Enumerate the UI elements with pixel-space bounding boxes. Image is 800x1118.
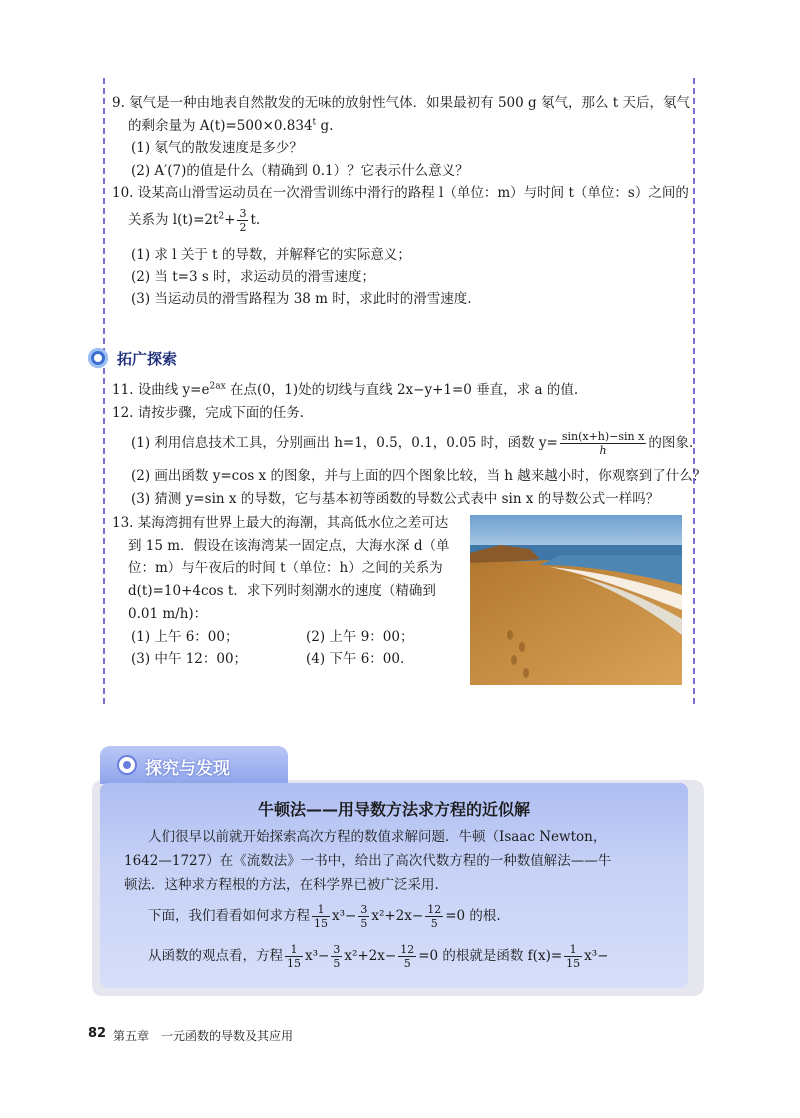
exercise-9-cont — [128, 117, 333, 135]
exercise-10: 10. 设某高山滑雪运动员在一次滑雪训练中滑行的路程 l（单位：m）与时间 t（单位：s）之间的 — [112, 185, 689, 201]
denominator: 15 — [566, 957, 581, 970]
p2-a: 下面，我们看看如何求方程 — [148, 908, 310, 924]
exercise-10-2: (2) 当 t=3 s 时，求运动员的滑雪速度； — [131, 269, 376, 285]
exercise-10-relation — [128, 206, 260, 234]
q10-rel-a: 关系为 l(t)=2t — [128, 212, 219, 228]
exercise-12-1 — [131, 429, 693, 457]
p3-c: x²+2x− — [344, 948, 397, 964]
q10-rel-c: t. — [250, 212, 261, 228]
p2-c: x²+2x− — [371, 908, 424, 924]
q9-exp: t — [312, 117, 317, 128]
fraction — [358, 903, 369, 930]
p3-d: =0 的根就是函数 f(x)= — [418, 948, 563, 964]
numerator: 12 — [427, 903, 442, 916]
p2-b: x³− — [332, 908, 357, 924]
numerator: 3 — [333, 943, 341, 956]
exercise-12: 12. 请按步骤，完成下面的任务. — [112, 405, 305, 421]
fraction — [331, 943, 342, 970]
p3-e: x³− — [584, 948, 609, 964]
feature-p3 — [148, 941, 609, 971]
exercise-12-3: (3) 猜测 y=sin x 的导数，它与基本初等函数的导数公式表中 sin x 的导数公式一样吗？ — [131, 491, 660, 507]
p3-a: 从函数的观点看，方程 — [148, 948, 283, 964]
tuo-guang-icon — [88, 348, 108, 368]
denominator: 15 — [314, 917, 328, 930]
exercise-13-line-2: 到 15 m．假设在该海湾某一固定点，大海水深 d（单 — [128, 538, 450, 554]
feature-p1-line-3: 顿法．这种求方程根的方法，在科学界已被广泛采用. — [124, 877, 439, 893]
feature-title: 牛顿法——用导数方法求方程的近似解 — [257, 800, 530, 819]
feature-panel — [100, 783, 688, 988]
p3-b: x³− — [305, 948, 330, 964]
denominator: 5 — [430, 917, 438, 930]
exercise-10-3: (3) 当运动员的滑雪路程为 38 m 时，求此时的滑雪速度. — [131, 291, 472, 307]
section-title: 拓广探索 — [117, 350, 178, 368]
exercise-13-3: (3) 中午 12：00； — [131, 651, 248, 667]
feature-p1-line-1: 人们很早以前就开始探索高次方程的数值求解问题．牛顿（Isaac Newton， — [148, 829, 607, 845]
numerator: sin(x+h)−sin x — [561, 430, 645, 443]
fraction — [237, 207, 248, 234]
q12-1-a: (1) 利用信息技术工具，分别画出 h=1，0.5，0.1，0.05 时，函数 y= — [131, 435, 558, 451]
q9-tail: g. — [316, 118, 334, 134]
fraction — [425, 903, 443, 930]
exercise-13-line-3: 位：m）与午夜后的时间 t（单位：h）之间的关系为 — [128, 560, 443, 576]
q11-a: 11. 设曲线 y=e — [112, 382, 210, 398]
q11-exp: 2ax — [209, 381, 226, 392]
exercise-13-line-5: 0.01 m/h)： — [128, 606, 208, 622]
numerator: 1 — [285, 943, 303, 957]
exercise-11 — [112, 381, 578, 399]
fraction — [560, 430, 647, 457]
feature-p1-line-2: 1642—1727）在《流数法》一书中，给出了高次代数方程的一种数值解法——牛 — [124, 853, 612, 869]
q12-1-b: 的图象. — [648, 435, 694, 451]
feature-tab-title: 探究与发现 — [145, 759, 230, 779]
exercise-13-4: (4) 下午 6：00. — [306, 651, 405, 667]
exercise-9-2: (2) A′(7)的值是什么（精确到 0.1）？它表示什么意义？ — [131, 163, 469, 179]
fraction — [285, 943, 303, 970]
exercise-13-1: (1) 上午 6：00； — [131, 629, 239, 645]
numerator: 12 — [400, 943, 415, 956]
fraction — [398, 943, 416, 970]
denominator: 15 — [287, 957, 301, 970]
exercise-10-1: (1) 求 l 关于 t 的导数，并解释它的实际意义； — [131, 247, 411, 263]
numerator: 1 — [564, 943, 582, 957]
numerator: 3 — [360, 903, 368, 916]
denominator: 2 — [239, 221, 247, 234]
p2-d: =0 的根. — [445, 908, 501, 924]
denominator: h — [599, 444, 607, 457]
q11-b: 在点(0，1)处的切线与直线 2x−y+1=0 垂直，求 a 的值. — [225, 382, 579, 398]
exercise-9-1: (1) 氡气的散发速度是多少？ — [131, 140, 303, 156]
page-number: 82 — [88, 1026, 107, 1041]
beach-photo — [470, 515, 682, 685]
numerator: 1 — [312, 903, 330, 917]
q10-rel-exp: 2 — [218, 211, 225, 222]
chapter-title: 第五章 一元函数的导数及其应用 — [113, 1029, 294, 1043]
exercise-13-line-4: d(t)=10+4cos t．求下列时刻潮水的速度（精确到 — [128, 583, 436, 599]
feature-p2 — [148, 901, 501, 931]
exercise-9: 9. 氡气是一种由地表自然散发的无味的放射性气体．如果最初有 500 g 氡气，那么 t 天后，氡气 — [112, 95, 690, 111]
numerator: 3 — [239, 207, 247, 220]
q9-text: 的剩余量为 A(t)=500×0.834 — [128, 118, 313, 134]
fraction — [564, 943, 582, 970]
fraction — [312, 903, 330, 930]
exercise-12-2: (2) 画出函数 y=cos x 的图象，并与上面的四个图象比较，当 h 越来越小时，你观察到了什么？ — [131, 468, 707, 484]
exercise-13-2: (2) 上午 9：00； — [306, 629, 414, 645]
denominator: 5 — [333, 957, 341, 970]
denominator: 5 — [360, 917, 368, 930]
denominator: 5 — [403, 957, 411, 970]
exercise-13-line-1: 13. 某海湾拥有世界上最大的海潮，其高低水位之差可达 — [112, 515, 449, 531]
explore-discover-icon — [117, 755, 137, 775]
q10-rel-b: + — [224, 212, 236, 228]
